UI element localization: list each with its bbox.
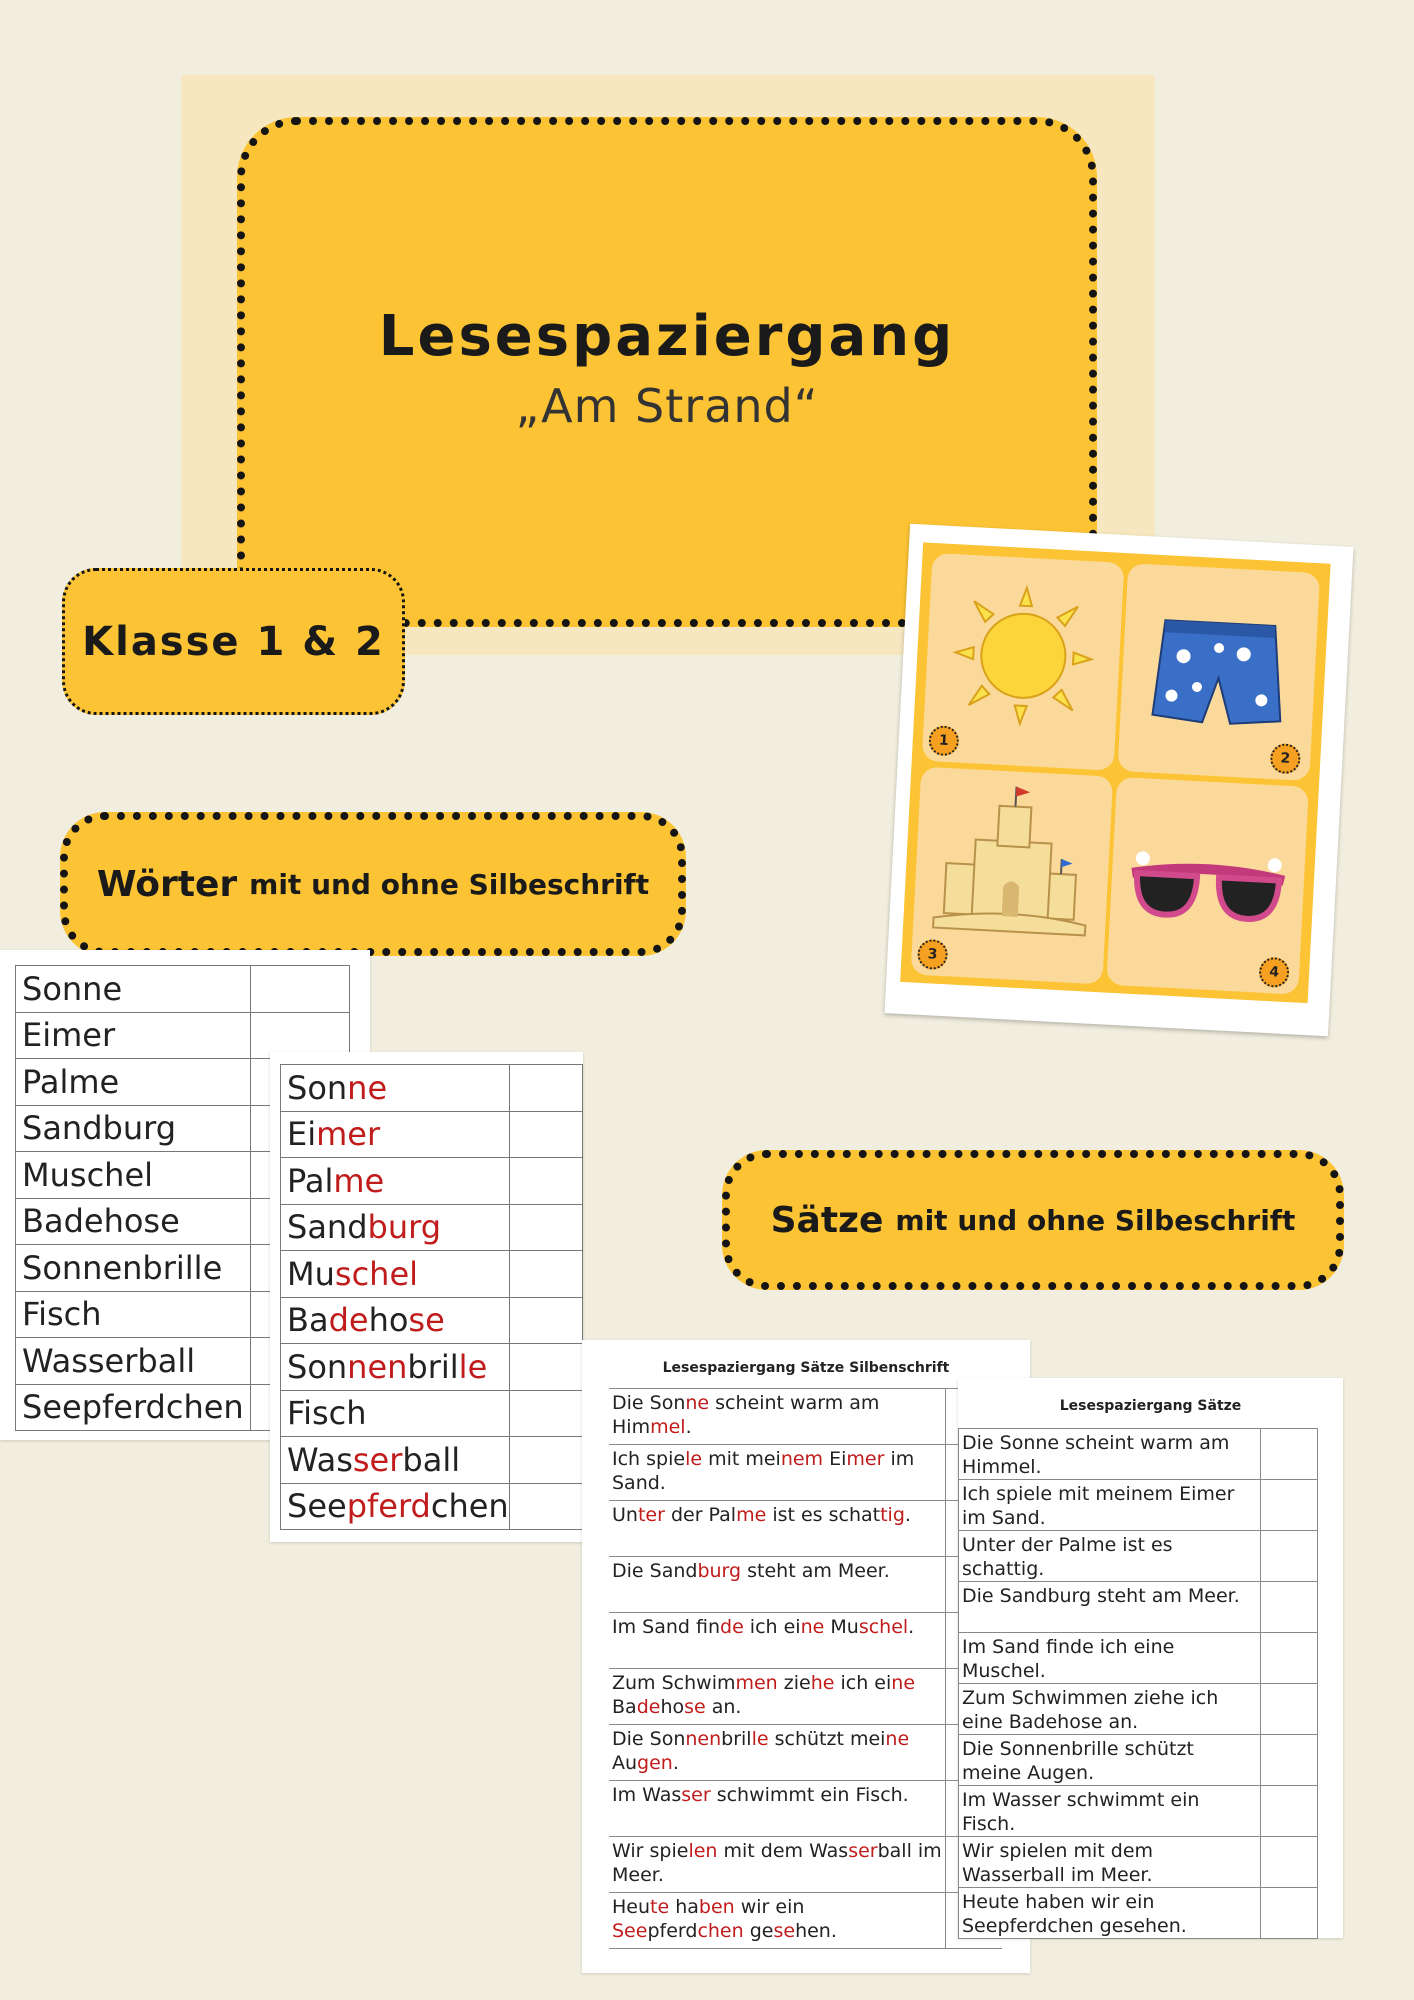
syllable: Im Was	[612, 1784, 682, 1806]
empty-check-cell	[509, 1437, 582, 1484]
syllable: ho	[368, 1301, 409, 1340]
word-row-text: Wasserball	[16, 1338, 251, 1385]
sentences-section-bold: Sätze	[770, 1199, 884, 1241]
empty-check-cell	[1261, 1836, 1318, 1887]
sentence-row-text: Die Sonne scheint warm am Himmel.	[959, 1429, 1261, 1480]
words-section-label	[60, 812, 686, 956]
word-row-text	[281, 1344, 510, 1391]
empty-check-cell	[1261, 1531, 1318, 1582]
empty-check-cell	[1261, 1429, 1318, 1480]
sentences-section-rest: mit und ohne Silbeschrift	[895, 1203, 1296, 1237]
word-row-text: Sandburg	[16, 1105, 251, 1152]
syllable: mit mei	[702, 1448, 781, 1470]
syllable: tig	[880, 1504, 905, 1526]
sentence-row	[959, 1785, 1318, 1836]
word-row-text	[281, 1297, 510, 1344]
words-section-bold: Wörter	[96, 863, 238, 905]
syllable: len	[688, 1840, 718, 1862]
sentence-row	[959, 1683, 1318, 1734]
empty-check-cell	[509, 1158, 582, 1205]
word-row-text	[281, 1390, 510, 1437]
sentence-row	[609, 1613, 1002, 1669]
syllable: Mu	[287, 1254, 335, 1293]
word-row	[281, 1065, 583, 1112]
sentence-row-text	[609, 1501, 946, 1557]
sentence-row	[609, 1501, 1002, 1557]
syllable: Wir spie	[612, 1840, 689, 1862]
sentence-row-text: Zum Schwimmen ziehe ich eine Badehose an.	[959, 1683, 1261, 1734]
syllable: ser	[352, 1440, 403, 1479]
sentence-row-text	[609, 1557, 946, 1613]
syllable: Ich spie	[612, 1448, 686, 1470]
sentence-row	[609, 1781, 1002, 1837]
word-list-syllables	[270, 1052, 583, 1542]
empty-check-cell	[509, 1111, 582, 1158]
sentence-row-text: Wir spielen mit dem Wasserball im Meer.	[959, 1836, 1261, 1887]
syllable: Zum Schwim	[612, 1672, 736, 1694]
syllable: ter	[637, 1504, 665, 1526]
syllable: hen.	[795, 1920, 837, 1942]
empty-check-cell	[1261, 1887, 1318, 1938]
word-table-syllables	[280, 1064, 583, 1530]
empty-check-cell	[1261, 1480, 1318, 1531]
sentence-row-text: Die Sandburg steht am Meer.	[959, 1582, 1261, 1633]
syllable: ist es schat	[766, 1504, 881, 1526]
syllable: men	[735, 1672, 778, 1694]
syllable: de	[720, 1616, 744, 1638]
empty-check-cell	[509, 1251, 582, 1298]
syllable: te	[650, 1896, 670, 1918]
syllable: ha	[669, 1896, 699, 1918]
card-number: 2	[1270, 743, 1302, 775]
syllable: Ba	[612, 1696, 637, 1718]
word-row	[281, 1483, 583, 1530]
syllable: nem	[780, 1448, 824, 1470]
sentence-row	[609, 1725, 1002, 1781]
empty-check-cell	[509, 1065, 582, 1112]
word-row	[281, 1158, 583, 1205]
word-row-text	[281, 1158, 510, 1205]
syllable: im Sand.	[612, 1448, 915, 1494]
word-row-text	[281, 1111, 510, 1158]
syllable: mel	[650, 1416, 686, 1438]
sentence-row-text	[609, 1669, 946, 1725]
syllable: ge	[743, 1920, 774, 1942]
word-row-text: Palme	[16, 1059, 251, 1106]
words-section-rest: mit und ohne Silbeschrift	[249, 867, 650, 901]
card-number: 3	[917, 939, 949, 971]
sentence-row	[609, 1669, 1002, 1725]
syllable: le	[751, 1728, 769, 1750]
syllable: Au	[612, 1752, 638, 1774]
sentence-row	[959, 1582, 1318, 1633]
sentence-row-text	[609, 1837, 946, 1893]
syllable: schel	[334, 1254, 419, 1293]
syllable: se	[408, 1301, 445, 1340]
syllable: schel	[858, 1616, 909, 1638]
syllable: le	[685, 1448, 703, 1470]
sentence-row-text: Heute haben wir ein Seepferdchen gesehen.	[959, 1887, 1261, 1938]
syllable: Die Sand	[612, 1560, 698, 1582]
sentence-row-text: Ich spiele mit meinem Eimer im Sand.	[959, 1480, 1261, 1531]
syllable: burg	[697, 1560, 742, 1582]
syllable: .	[672, 1752, 679, 1774]
syllable: Ba	[287, 1301, 329, 1340]
syllable: se	[684, 1696, 706, 1718]
syllable: me	[333, 1161, 385, 1200]
card-number: 1	[928, 725, 960, 757]
sentence-row-text: Die Sonnenbrille schützt meine Augen.	[959, 1734, 1261, 1785]
empty-check-cell	[509, 1297, 582, 1344]
word-row-text: Seepferdchen	[16, 1384, 251, 1431]
syllable: Die Son	[612, 1728, 686, 1750]
syllable: Ei	[287, 1115, 317, 1154]
syllable: zie	[777, 1672, 811, 1694]
syllable: Sand	[287, 1208, 368, 1247]
syllable: schützt mei	[768, 1728, 886, 1750]
syllable: gen	[637, 1752, 673, 1774]
sentence-row-text	[609, 1389, 946, 1445]
empty-check-cell	[509, 1483, 582, 1530]
empty-check-cell	[1261, 1785, 1318, 1836]
empty-check-cell	[1261, 1632, 1318, 1683]
word-row	[281, 1111, 583, 1158]
sentence-row	[609, 1893, 1002, 1949]
grade-badge: Klasse 1 & 2	[62, 568, 405, 715]
empty-check-cell	[509, 1204, 582, 1251]
word-row	[281, 1344, 583, 1391]
syllable: Im Sand fin	[612, 1616, 721, 1638]
syllable: de	[636, 1696, 661, 1718]
word-row-text: Eimer	[16, 1012, 251, 1059]
sentence-table-syllables	[609, 1388, 1002, 1949]
syllable: pferd	[647, 1920, 698, 1942]
picture-card-1	[922, 553, 1125, 771]
syllable: ne	[347, 1068, 388, 1107]
syllable: wir ein	[734, 1896, 805, 1918]
syllable: mit dem Was	[717, 1840, 849, 1862]
word-row	[281, 1251, 583, 1298]
sentence-row	[609, 1557, 1002, 1613]
empty-check-cell	[251, 966, 350, 1013]
sentence-row	[609, 1389, 1002, 1445]
syllable: nen	[685, 1728, 722, 1750]
page-subtitle: „Am Strand“	[515, 378, 819, 433]
syllable: .	[908, 1616, 915, 1638]
syllable: mer	[316, 1115, 381, 1154]
empty-check-cell	[1261, 1734, 1318, 1785]
syllable: schwimmt ein Fisch.	[710, 1784, 909, 1806]
sentence-row-text: Im Sand finde ich eine Muschel.	[959, 1632, 1261, 1683]
sentence-row-text	[609, 1781, 946, 1837]
word-row-text	[281, 1065, 510, 1112]
word-row	[281, 1437, 583, 1484]
sentence-row	[609, 1837, 1002, 1893]
sentence-sheet-plain	[958, 1378, 1343, 1938]
syllable: ne	[800, 1616, 825, 1638]
sentence-row-text: Unter der Palme ist es schattig.	[959, 1531, 1261, 1582]
syllable: burg	[367, 1208, 442, 1247]
syllable: Ei	[823, 1448, 847, 1470]
sentence-row	[959, 1734, 1318, 1785]
syllable: Pal	[287, 1161, 334, 1200]
syllable: bril	[721, 1728, 752, 1750]
sentence-row	[959, 1429, 1318, 1480]
picture-card-3	[911, 767, 1114, 985]
sentence-row	[609, 1445, 1002, 1501]
picture-cards-sheet	[884, 524, 1353, 1037]
syllable: me	[736, 1504, 767, 1526]
sentence-row-text	[609, 1725, 946, 1781]
syllable: Son	[287, 1068, 348, 1107]
syllable: Die Son	[612, 1392, 686, 1414]
syllable: ne	[885, 1728, 910, 1750]
syllable: Fisch	[287, 1394, 367, 1433]
syllable: ball	[402, 1440, 461, 1479]
syllable: bril	[407, 1347, 459, 1386]
word-row	[281, 1204, 583, 1251]
word-row	[16, 966, 350, 1013]
sentence-row	[959, 1480, 1318, 1531]
word-row-text: Badehose	[16, 1198, 251, 1245]
syllable: ich ei	[743, 1616, 801, 1638]
syllable: chen	[697, 1920, 744, 1942]
sheet-title: Lesespaziergang Sätze	[1059, 1398, 1242, 1414]
syllable: Heu	[612, 1896, 651, 1918]
word-row-text	[281, 1204, 510, 1251]
syllable: ser	[848, 1840, 878, 1862]
word-row-text	[281, 1251, 510, 1298]
empty-check-cell	[509, 1390, 582, 1437]
syllable: Mu	[824, 1616, 859, 1638]
sentence-row	[959, 1632, 1318, 1683]
card-number: 4	[1258, 957, 1290, 989]
sentence-row	[959, 1836, 1318, 1887]
syllable: steht am Meer.	[741, 1560, 890, 1582]
syllable: ben	[698, 1896, 735, 1918]
sentence-row-text	[609, 1445, 946, 1501]
word-row	[281, 1297, 583, 1344]
syllable: .	[685, 1416, 692, 1438]
word-row	[281, 1390, 583, 1437]
syllable: chen	[430, 1487, 509, 1526]
syllable: ich ei	[834, 1672, 892, 1694]
sentence-table-plain	[958, 1428, 1318, 1939]
syllable: ne	[685, 1392, 710, 1414]
word-row-text: Fisch	[16, 1291, 251, 1338]
syllable: ne	[891, 1672, 916, 1694]
syllable: der Pal	[664, 1504, 737, 1526]
syllable: See	[287, 1487, 347, 1526]
syllable: le	[458, 1347, 488, 1386]
syllable: scheint warm am Him	[612, 1392, 880, 1438]
sentence-row-text	[609, 1893, 946, 1949]
empty-check-cell	[1261, 1582, 1318, 1633]
syllable: nen	[347, 1347, 408, 1386]
sentence-row	[959, 1531, 1318, 1582]
word-row-text	[281, 1437, 510, 1484]
syllable: Was	[287, 1440, 353, 1479]
syllable: .	[904, 1504, 911, 1526]
word-row-text: Muschel	[16, 1152, 251, 1199]
sheet-title: Lesespaziergang Sätze Silbenschrift	[662, 1360, 950, 1376]
syllable: ho	[660, 1696, 685, 1718]
syllable: Un	[612, 1504, 638, 1526]
picture-card-2	[1117, 563, 1320, 781]
syllable: pferd	[346, 1487, 431, 1526]
sentence-row-text	[609, 1613, 946, 1669]
picture-card-4	[1106, 777, 1309, 995]
syllable: he	[810, 1672, 835, 1694]
empty-check-cell	[1261, 1683, 1318, 1734]
syllable: ser	[681, 1784, 711, 1806]
syllable: se	[773, 1920, 796, 1942]
syllable: See	[612, 1920, 648, 1942]
page-title: Lesespaziergang	[378, 303, 956, 369]
word-row-text: Sonnenbrille	[16, 1245, 251, 1292]
syllable: ball im Meer.	[612, 1840, 942, 1886]
empty-check-cell	[509, 1344, 582, 1391]
sentence-row-text: Im Wasser schwimmt ein Fisch.	[959, 1785, 1261, 1836]
syllable: de	[328, 1301, 369, 1340]
syllable: Son	[287, 1347, 348, 1386]
syllable: mer	[846, 1448, 885, 1470]
sentences-section-label	[722, 1150, 1344, 1290]
word-row-text	[281, 1483, 510, 1530]
sentence-row	[959, 1887, 1318, 1938]
word-row-text: Sonne	[16, 966, 251, 1013]
syllable: an.	[705, 1696, 742, 1718]
